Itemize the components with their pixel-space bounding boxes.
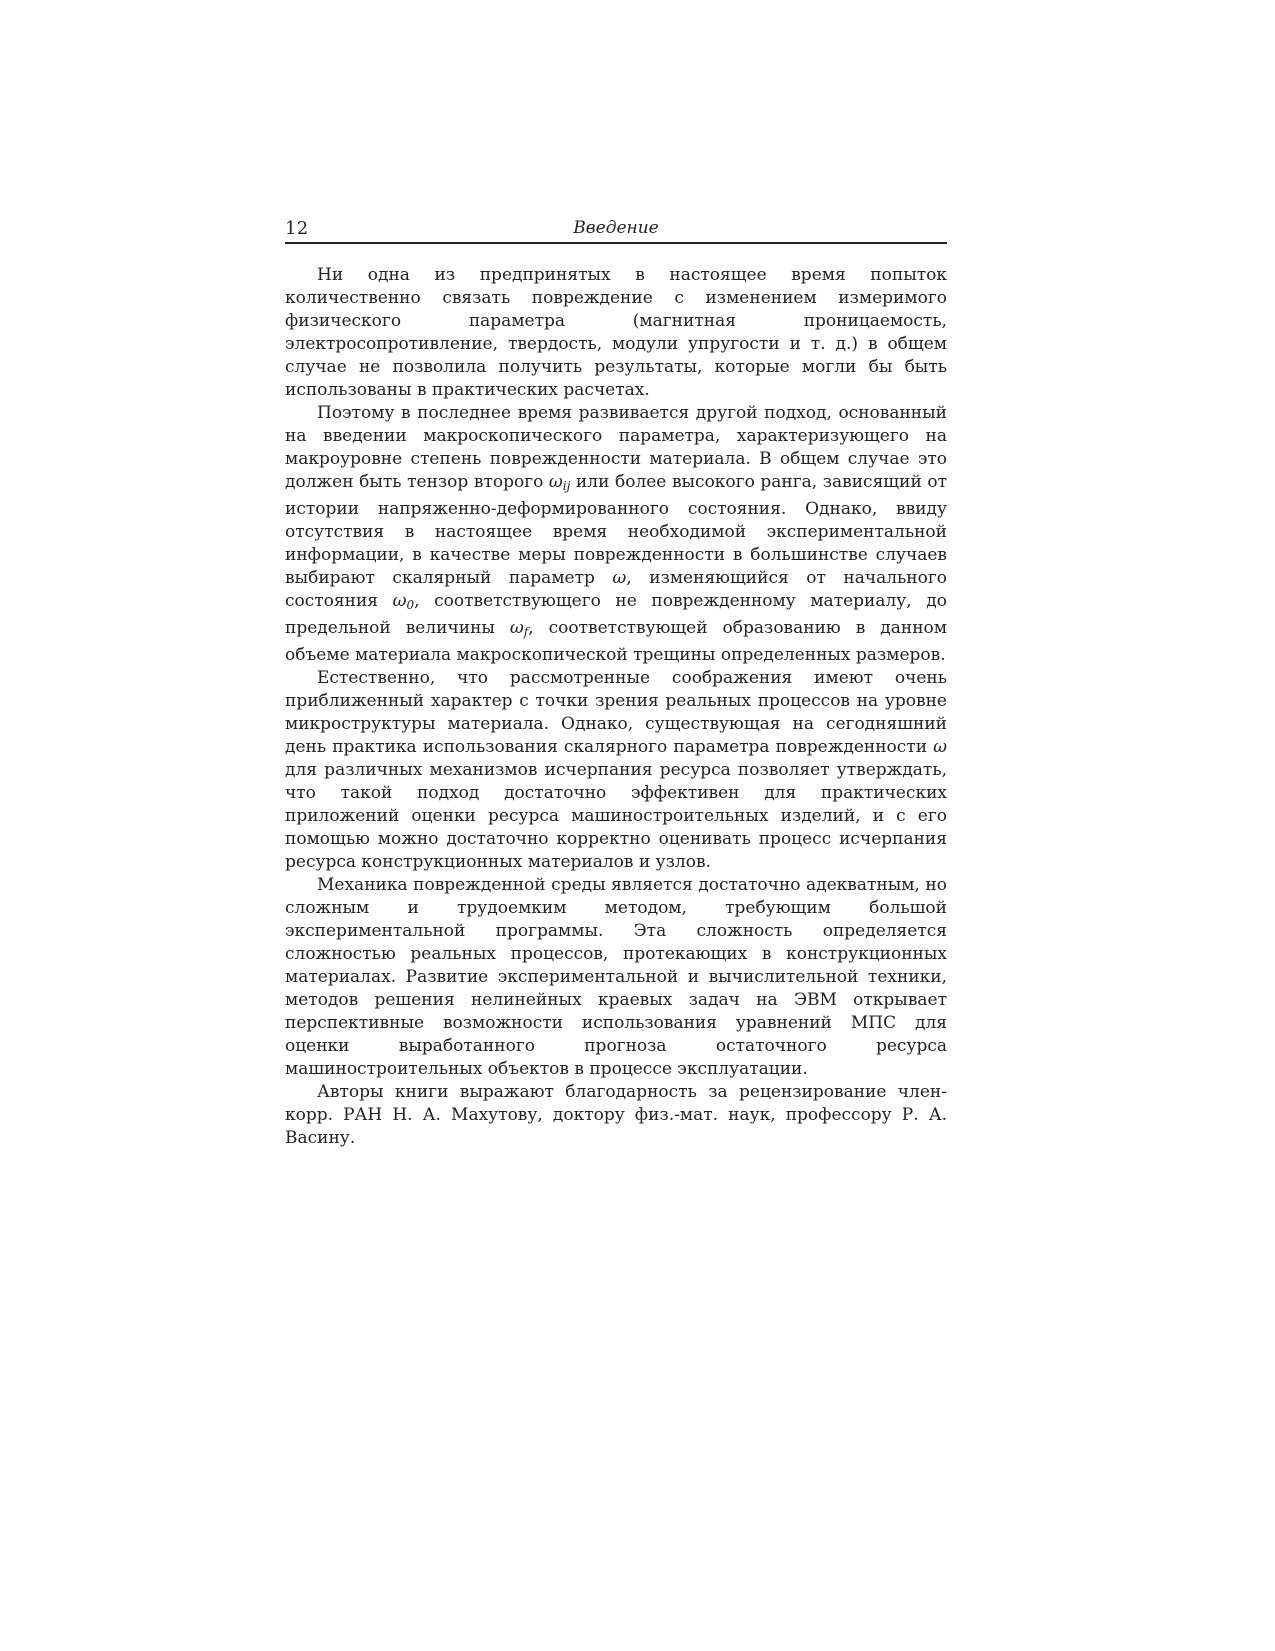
- paragraph-2-text: , соответствующей образованию в данном объеме материала макроскопической трещины определенных размеров.: [285, 618, 947, 665]
- page-number: 12: [285, 218, 309, 239]
- subscript: f: [523, 625, 529, 639]
- running-header: [285, 216, 947, 244]
- paragraph-2-text: Поэтому в последнее время развивается другой подход, основанный на введении макроскопического параметра, характеризующего на макроуровне степень поврежденности материала. В общем случае это должен быть тензор второго: [285, 403, 947, 492]
- paragraph-3: [285, 667, 947, 874]
- paragraph-5: Авторы книги выражают благодарность за рецензирование член-корр. РАН Н. А. Махутову, доктору физ.-мат. наук, профессору Р. А. Васину.: [285, 1082, 947, 1148]
- subscript: ij: [562, 479, 571, 493]
- paragraph-2-text: , изменяющийся от начального состояния: [285, 568, 947, 611]
- section-title: Введение: [573, 218, 659, 238]
- omega-symbol: ω: [392, 591, 407, 611]
- paragraph-4: Механика поврежденной среды является достаточно адекватным, но сложным и трудоемким методом, требующим большой экспериментальной программы. Эта сложность определяется сложностью реальных процессов, протекающих в конструкционных материалах. Развитие экспериментальной и вычислительной техники, методов решения нелинейных краевых задач на ЭВМ открывает перспективные возможности использования уравнений МПС для оценки выработанного прогноза остаточного ресурса машиностроительных объектов в процессе эксплуатации.: [285, 875, 947, 1079]
- omega-symbol: ω: [933, 737, 947, 757]
- omega-symbol: ω: [612, 568, 627, 588]
- paragraph-1: Ни одна из предпринятых в настоящее время попыток количественно связать повреждение с изменением измеримого физического параметра (магнитная проницаемость, электросопротивление, твердость, модули упругости и т. д.) в общем случае не позволила получить результаты, которые могли бы быть использованы в практических расчетах.: [285, 265, 947, 400]
- body-text: [285, 264, 947, 1150]
- omega-symbol: ω: [509, 618, 524, 638]
- omega-0-symbol: [393, 591, 415, 611]
- omega-symbol: ω: [548, 472, 563, 492]
- omega-f-symbol: [510, 618, 528, 638]
- omega-ij-symbol: [549, 472, 570, 492]
- paragraph-2-text: или более высокого ранга, зависящий от истории напряженно-деформированного состояния. Однако, ввиду отсутствия в настоящее время необходимой экспериментальной информации, в качестве меры поврежденности в большинстве случаев выбирают скалярный параметр: [285, 472, 947, 588]
- paragraph-2-text: , соответствующего не поврежденному материалу, до предельной величины: [285, 591, 947, 638]
- subscript: 0: [406, 598, 415, 612]
- paragraph-3-text: для различных механизмов исчерпания ресурса позволяет утверждать, что такой подход достаточно эффективен для практических приложений оценки ресурса машиностроительных изделий, и с его помощью можно достаточно корректно оценивать процесс исчерпания ресурса конструкционных материалов и узлов.: [285, 760, 947, 872]
- paragraph-2: [285, 402, 947, 667]
- paragraph-3-text: Естественно, что рассмотренные соображения имеют очень приближенный характер с точки зрения реальных процессов на уровне микроструктуры материала. Однако, существующая на сегодняшний день практика использования скалярного параметра поврежденности: [285, 668, 947, 757]
